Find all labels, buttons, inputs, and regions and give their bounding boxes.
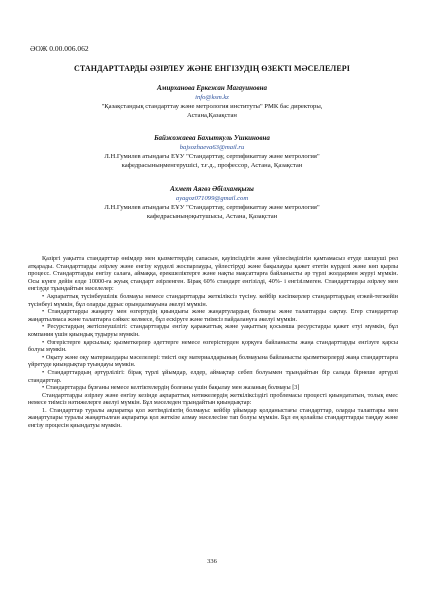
paper-title: СТАНДАРТТАРДЫ ӘЗІРЛЕУ ЖӘНЕ ЕНГІЗУДІҢ ӨЗЕКТІ МӘСЕЛЕЛЕРІ — [74, 64, 350, 73]
author-affiliation: Л.Н.Гумилев атындағы ЕҰУ "Стандарттау, сертификаттау және метрология" — [104, 204, 320, 211]
body-paragraph: • Стандарттарды жаңарту мен өзгертудің қиындығы және жаңартулардың болмауы және талаптарды сақтау. Егер стандарттар жаңартылмаса және талаптарға сәйкес келмесе, бұл ескіруге және тиімсіз пайдалануға әкелуі мүмкін. — [28, 308, 398, 323]
body-paragraph: • Ақпараттық түсінбеушілік болмауы немесе стандарттарды жеткіліксіз түсіну. кейбір кәсіпкерлер стандарттардың егжей-тегжейін түсінбеуі мүмкін, бұл оларды дұрыс орындалмауына әкелуі мүмкін. — [28, 292, 398, 308]
author-affiliation: кафедрасыныңменгерушісі, т.ғ.д., профессор, Астана, Қазақстан — [121, 162, 303, 169]
body-paragraph: • Ресурстардың жетіспеушілігі: стандарттарды енгізу қаражаттық және уақыттың қосымша ресурстарды қажет етуі мүмкін, бұл компания үшін қиындық тудыруы мүмкін. — [28, 323, 398, 338]
body-paragraph: Стандарттарды әзірлеу және енгізу кезінде ақпараттық нәтижелердің жеткіліксіздігі проблемасы процесті қиындататын, толық емес немесе тиімсіз нәтижелерге әкелуі мүмкін. Бұл мәселеден тұындайтын қиындықтар: — [28, 391, 398, 407]
body-paragraph: • Оқыту және оқу материалдары мәселелері: тиісті оқу материалдарының болмауына байланысты қызметкерлерді жаңа стандарттарға үйретуде қиындықтар туындауы мүмкін. — [28, 353, 398, 369]
udc-code: ӘОЖ 0.00.006.062 — [30, 44, 89, 53]
body-paragraph: • Стандарттарды бұзғаны немесе келтіктелердің болғаны үшін бақылау мен жазаның болмауы [3] — [42, 384, 300, 392]
author-name: Байжожаева Бахыткуль Ушкиновна — [154, 134, 270, 142]
author-name: Амирханова Еркежан Магауиновна — [156, 84, 267, 92]
author-name: Ахмет Аягөз Әбілхамқызы — [170, 185, 254, 193]
author-affiliation: Л.Н.Гумилев атындағы ЕҰУ "Стандарттау, сертификаттау және метрология" — [104, 153, 320, 160]
author-email[interactable]: bajsozhaeva63@mail.ru — [179, 144, 245, 151]
author-email[interactable]: info@ksm.kz — [195, 94, 229, 101]
page-number: 336 — [207, 558, 217, 565]
body-paragraph: • Стандарттардың әртүрлілігі: бірақ түрлі ұйымдар, елдер, аймақтар себеп болуымен тұындайтын бір салада бірнеше әртүрлі стандарттар. — [28, 368, 398, 384]
author-affiliation: Астана,Қазақстан — [187, 112, 237, 119]
body-paragraph: 1. Стандарттар туралы ақпаратқа қол жетімділіктің болмауы: кейбір ұйымдар қолданыстағы стандарттар, оларды талаптары мен жаңартулары туралы жаңартылған ақпаратқа қол жеткізе алмау мәселесіне тап болуы мүмкін. Бұл ең қолайлы стандарттарды таңдау және енгізу процесін қиындатуы мүмкін. — [28, 406, 398, 430]
body-paragraph: • Өзгерістерге қарсылық: қызметкерлер әдеттерге немесе өзгерістерден қорқуға байланысты жаңа стандарттарды енгізуге қарсы болуы мүмкін. — [28, 338, 398, 354]
paper-body — [28, 255, 398, 430]
author-email[interactable]: ayagoz071099@gmail.com — [175, 195, 249, 202]
author-block-2 — [40, 134, 384, 170]
author-block-3 — [40, 185, 384, 221]
author-affiliation: "Қазақстандық стандарттау және метрология институты" РМК бас директоры, — [101, 103, 323, 110]
author-affiliation: кафедрасыныңоқытушысы, Астана, Қазақстан — [146, 213, 278, 220]
body-paragraph: Қазіргі уақытта стандарттар өнімдер мен қызметтердің сапасын, қауіпсіздігін және үйлесімділігін қамтамасыз етуде шешуші рөл атқарады. Стандарттарды әзірлеу және енгізу күрделі жоспарлауды, үйлестіруді және бақылауды қажет ететін күрделі және көп қырлы процесс. Стандарттарды енгізу салаға, аймаққа, ерекшеліктерге және нақты мақсаттарға байланысты әр түрлі жолдармен жүруі мүмкін. Осы күнге дейін елде 10000-ға жуық стандарт әзірленген. Бірақ 60% стандарт енгізілді, 40%- і енгізілмеген. Стандарттарды әзірлеу мен енгізуде тұындайтын мәселелер: — [28, 255, 398, 293]
author-block-1 — [40, 84, 384, 120]
